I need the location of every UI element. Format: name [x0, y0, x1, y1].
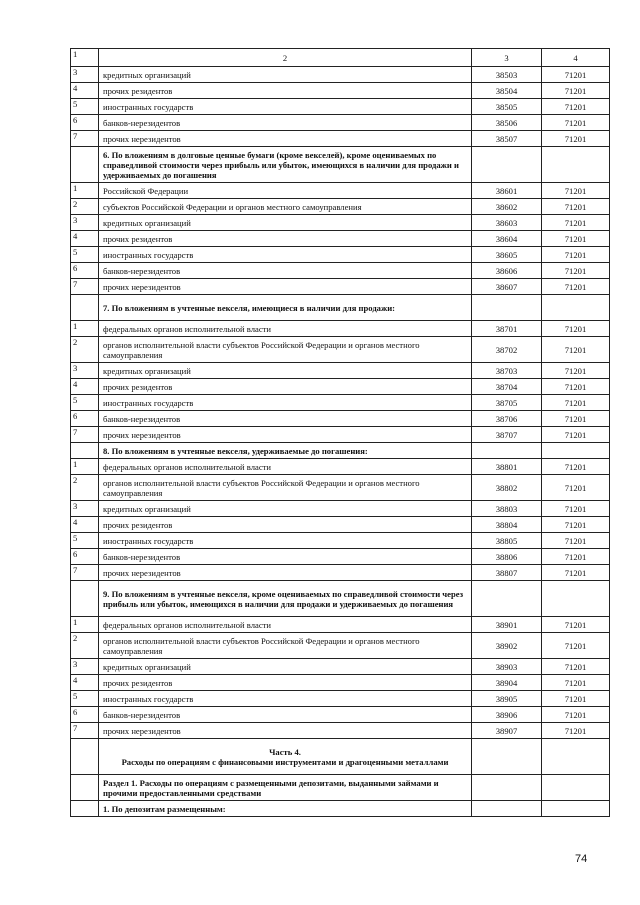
account-code: 38503	[472, 67, 542, 83]
account-code: 38706	[472, 411, 542, 427]
table-row	[71, 565, 610, 581]
account-code: 38707	[472, 427, 542, 443]
page-number: 74	[575, 853, 588, 865]
row-number: 7	[71, 723, 99, 739]
row-description: прочих резидентов	[99, 517, 472, 533]
symbol-code: 71201	[542, 427, 610, 443]
account-code: 38905	[472, 691, 542, 707]
symbol-code: 71201	[542, 517, 610, 533]
symbol-code: 71201	[542, 215, 610, 231]
section-heading-row	[71, 801, 610, 817]
row-description: органов исполнительной власти субъектов Российской Федерации и органов местного самоуправления	[99, 475, 472, 501]
row-description: федеральных органов исполнительной власти	[99, 459, 472, 475]
account-code: 38806	[472, 549, 542, 565]
row-number: 5	[71, 395, 99, 411]
account-code: 38704	[472, 379, 542, 395]
symbol-code: 71201	[542, 459, 610, 475]
header-col-2: 2	[99, 49, 472, 67]
row-number: 7	[71, 565, 99, 581]
account-code: 38504	[472, 83, 542, 99]
account-code: 38505	[472, 99, 542, 115]
account-code	[472, 739, 542, 775]
symbol-code: 71201	[542, 247, 610, 263]
header-col-3: 3	[472, 49, 542, 67]
account-code: 38701	[472, 321, 542, 337]
table-row	[71, 475, 610, 501]
section-heading-row	[71, 443, 610, 459]
table-header-row	[71, 49, 610, 67]
row-number: 3	[71, 363, 99, 379]
row-description: кредитных организаций	[99, 215, 472, 231]
table-row	[71, 675, 610, 691]
symbol-code	[542, 739, 610, 775]
account-code: 38605	[472, 247, 542, 263]
table-row	[71, 533, 610, 549]
row-description: 6. По вложениям в долговые ценные бумаги (кроме векселей), кроме оцениваемых по справедливой стоимости через прибыль или убыток, имеющихся в наличии для продажи и удерживаемых до погашения	[99, 147, 472, 183]
row-number	[71, 443, 99, 459]
row-number: 2	[71, 633, 99, 659]
row-number: 4	[71, 517, 99, 533]
row-number: 3	[71, 215, 99, 231]
account-code	[472, 581, 542, 617]
row-description: банков-нерезидентов	[99, 411, 472, 427]
symbol-code: 71201	[542, 231, 610, 247]
table-row	[71, 337, 610, 363]
row-number: 7	[71, 279, 99, 295]
row-description: прочих резидентов	[99, 83, 472, 99]
row-description: банков-нерезидентов	[99, 263, 472, 279]
account-code: 38801	[472, 459, 542, 475]
accounts-table	[70, 48, 610, 817]
row-number: 7	[71, 427, 99, 443]
table-row	[71, 215, 610, 231]
row-number	[71, 147, 99, 183]
symbol-code	[542, 443, 610, 459]
row-description: банков-нерезидентов	[99, 115, 472, 131]
account-code: 38703	[472, 363, 542, 379]
symbol-code	[542, 581, 610, 617]
table-row	[71, 321, 610, 337]
symbol-code: 71201	[542, 363, 610, 379]
symbol-code	[542, 775, 610, 801]
symbol-code: 71201	[542, 501, 610, 517]
account-code: 38906	[472, 707, 542, 723]
table-row	[71, 99, 610, 115]
row-description: банков-нерезидентов	[99, 707, 472, 723]
table-row	[71, 659, 610, 675]
header-col-4: 4	[542, 49, 610, 67]
table-row	[71, 279, 610, 295]
table-row	[71, 411, 610, 427]
section-heading-row	[71, 775, 610, 801]
table-row	[71, 131, 610, 147]
part-heading-row	[71, 739, 610, 775]
row-description: федеральных органов исполнительной власти	[99, 617, 472, 633]
section-heading-row	[71, 581, 610, 617]
row-number: 5	[71, 99, 99, 115]
symbol-code: 71201	[542, 395, 610, 411]
table-row	[71, 83, 610, 99]
row-number	[71, 581, 99, 617]
table-row	[71, 427, 610, 443]
row-number: 5	[71, 691, 99, 707]
row-description: органов исполнительной власти субъектов Российской Федерации и органов местного самоуправления	[99, 633, 472, 659]
symbol-code: 71201	[542, 411, 610, 427]
account-code: 38607	[472, 279, 542, 295]
table-row	[71, 67, 610, 83]
account-code	[472, 801, 542, 817]
table-row	[71, 707, 610, 723]
table-row	[71, 231, 610, 247]
row-number: 1	[71, 183, 99, 199]
row-number: 7	[71, 131, 99, 147]
symbol-code: 71201	[542, 83, 610, 99]
symbol-code: 71201	[542, 723, 610, 739]
row-description: иностранных государств	[99, 691, 472, 707]
table-row	[71, 199, 610, 215]
symbol-code: 71201	[542, 99, 610, 115]
symbol-code: 71201	[542, 565, 610, 581]
row-description: федеральных органов исполнительной власти	[99, 321, 472, 337]
row-description: прочих резидентов	[99, 675, 472, 691]
row-description: иностранных государств	[99, 533, 472, 549]
row-number: 6	[71, 411, 99, 427]
symbol-code	[542, 801, 610, 817]
account-code: 38604	[472, 231, 542, 247]
row-description: прочих резидентов	[99, 231, 472, 247]
account-code: 38602	[472, 199, 542, 215]
table-row	[71, 363, 610, 379]
table-row	[71, 691, 610, 707]
row-number: 5	[71, 247, 99, 263]
account-code: 38606	[472, 263, 542, 279]
account-code: 38901	[472, 617, 542, 633]
account-code	[472, 295, 542, 321]
symbol-code: 71201	[542, 475, 610, 501]
table-row	[71, 633, 610, 659]
row-number: 2	[71, 475, 99, 501]
table-row	[71, 395, 610, 411]
row-number	[71, 775, 99, 801]
symbol-code: 71201	[542, 617, 610, 633]
table-row	[71, 459, 610, 475]
row-number: 6	[71, 549, 99, 565]
symbol-code: 71201	[542, 115, 610, 131]
account-code: 38903	[472, 659, 542, 675]
row-number: 6	[71, 115, 99, 131]
symbol-code: 71201	[542, 691, 610, 707]
row-description: органов исполнительной власти субъектов Российской Федерации и органов местного самоуправления	[99, 337, 472, 363]
symbol-code: 71201	[542, 131, 610, 147]
account-code: 38807	[472, 565, 542, 581]
row-number	[71, 801, 99, 817]
symbol-code: 71201	[542, 379, 610, 395]
row-number: 1	[71, 617, 99, 633]
row-description: прочих нерезидентов	[99, 565, 472, 581]
account-code: 38702	[472, 337, 542, 363]
row-description: иностранных государств	[99, 99, 472, 115]
row-number: 2	[71, 337, 99, 363]
account-code	[472, 443, 542, 459]
row-description: банков-нерезидентов	[99, 549, 472, 565]
row-description: прочих нерезидентов	[99, 131, 472, 147]
account-code: 38507	[472, 131, 542, 147]
symbol-code: 71201	[542, 321, 610, 337]
row-description: 8. По вложениям в учтенные векселя, удерживаемые до погашения:	[99, 443, 472, 459]
row-description: Раздел 1. Расходы по операциям с размещенными депозитами, выданными займами и прочими предоставленными средствами	[99, 775, 472, 801]
symbol-code: 71201	[542, 659, 610, 675]
table-row	[71, 115, 610, 131]
table-row	[71, 549, 610, 565]
table-row	[71, 183, 610, 199]
row-number	[71, 739, 99, 775]
section-heading-row	[71, 147, 610, 183]
row-number: 4	[71, 675, 99, 691]
account-code: 38506	[472, 115, 542, 131]
symbol-code: 71201	[542, 263, 610, 279]
symbol-code: 71201	[542, 67, 610, 83]
row-number: 4	[71, 231, 99, 247]
symbol-code: 71201	[542, 199, 610, 215]
account-code: 38804	[472, 517, 542, 533]
account-code: 38907	[472, 723, 542, 739]
symbol-code	[542, 295, 610, 321]
account-code: 38904	[472, 675, 542, 691]
row-number	[71, 295, 99, 321]
symbol-code	[542, 147, 610, 183]
row-description: прочих нерезидентов	[99, 427, 472, 443]
symbol-code: 71201	[542, 707, 610, 723]
row-description: 1. По депозитам размещенным:	[99, 801, 472, 817]
row-number: 1	[71, 321, 99, 337]
account-code: 38802	[472, 475, 542, 501]
account-code: 38803	[472, 501, 542, 517]
account-code: 38603	[472, 215, 542, 231]
section-heading-row	[71, 295, 610, 321]
row-number: 3	[71, 659, 99, 675]
row-description: субъектов Российской Федерации и органов местного самоуправления	[99, 199, 472, 215]
row-description: прочих нерезидентов	[99, 723, 472, 739]
row-description: кредитных организаций	[99, 67, 472, 83]
account-code: 38805	[472, 533, 542, 549]
table-row	[71, 263, 610, 279]
symbol-code: 71201	[542, 633, 610, 659]
row-description: Часть 4. Расходы по операциям с финансовыми инструментами и драгоценными металлами	[99, 739, 472, 775]
row-description: прочих нерезидентов	[99, 279, 472, 295]
row-description: 7. По вложениям в учтенные векселя, имеющиеся в наличии для продажи:	[99, 295, 472, 321]
symbol-code: 71201	[542, 279, 610, 295]
account-code: 38601	[472, 183, 542, 199]
row-description: кредитных организаций	[99, 363, 472, 379]
row-description: кредитных организаций	[99, 501, 472, 517]
row-description: 9. По вложениям в учтенные векселя, кроме оцениваемых по справедливой стоимости через прибыль или убыток, имеющихся в наличии для продажи и удерживаемых до погашения	[99, 581, 472, 617]
symbol-code: 71201	[542, 675, 610, 691]
symbol-code: 71201	[542, 183, 610, 199]
row-description: иностранных государств	[99, 247, 472, 263]
row-description: иностранных государств	[99, 395, 472, 411]
row-number: 6	[71, 707, 99, 723]
row-description: прочих резидентов	[99, 379, 472, 395]
row-number: 4	[71, 83, 99, 99]
table-body	[71, 49, 610, 817]
symbol-code: 71201	[542, 337, 610, 363]
row-description: кредитных организаций	[99, 659, 472, 675]
table-row	[71, 379, 610, 395]
table-row	[71, 501, 610, 517]
symbol-code: 71201	[542, 533, 610, 549]
table-row	[71, 517, 610, 533]
table-row	[71, 617, 610, 633]
row-number: 4	[71, 379, 99, 395]
row-number: 5	[71, 533, 99, 549]
row-number: 3	[71, 67, 99, 83]
account-code	[472, 775, 542, 801]
account-code: 38705	[472, 395, 542, 411]
row-number: 3	[71, 501, 99, 517]
row-number: 6	[71, 263, 99, 279]
table-row	[71, 247, 610, 263]
account-code	[472, 147, 542, 183]
account-code: 38902	[472, 633, 542, 659]
table-row	[71, 723, 610, 739]
symbol-code: 71201	[542, 549, 610, 565]
row-number: 2	[71, 199, 99, 215]
row-number: 1	[71, 459, 99, 475]
row-description: Российской Федерации	[99, 183, 472, 199]
header-col-1: 1	[71, 49, 99, 67]
